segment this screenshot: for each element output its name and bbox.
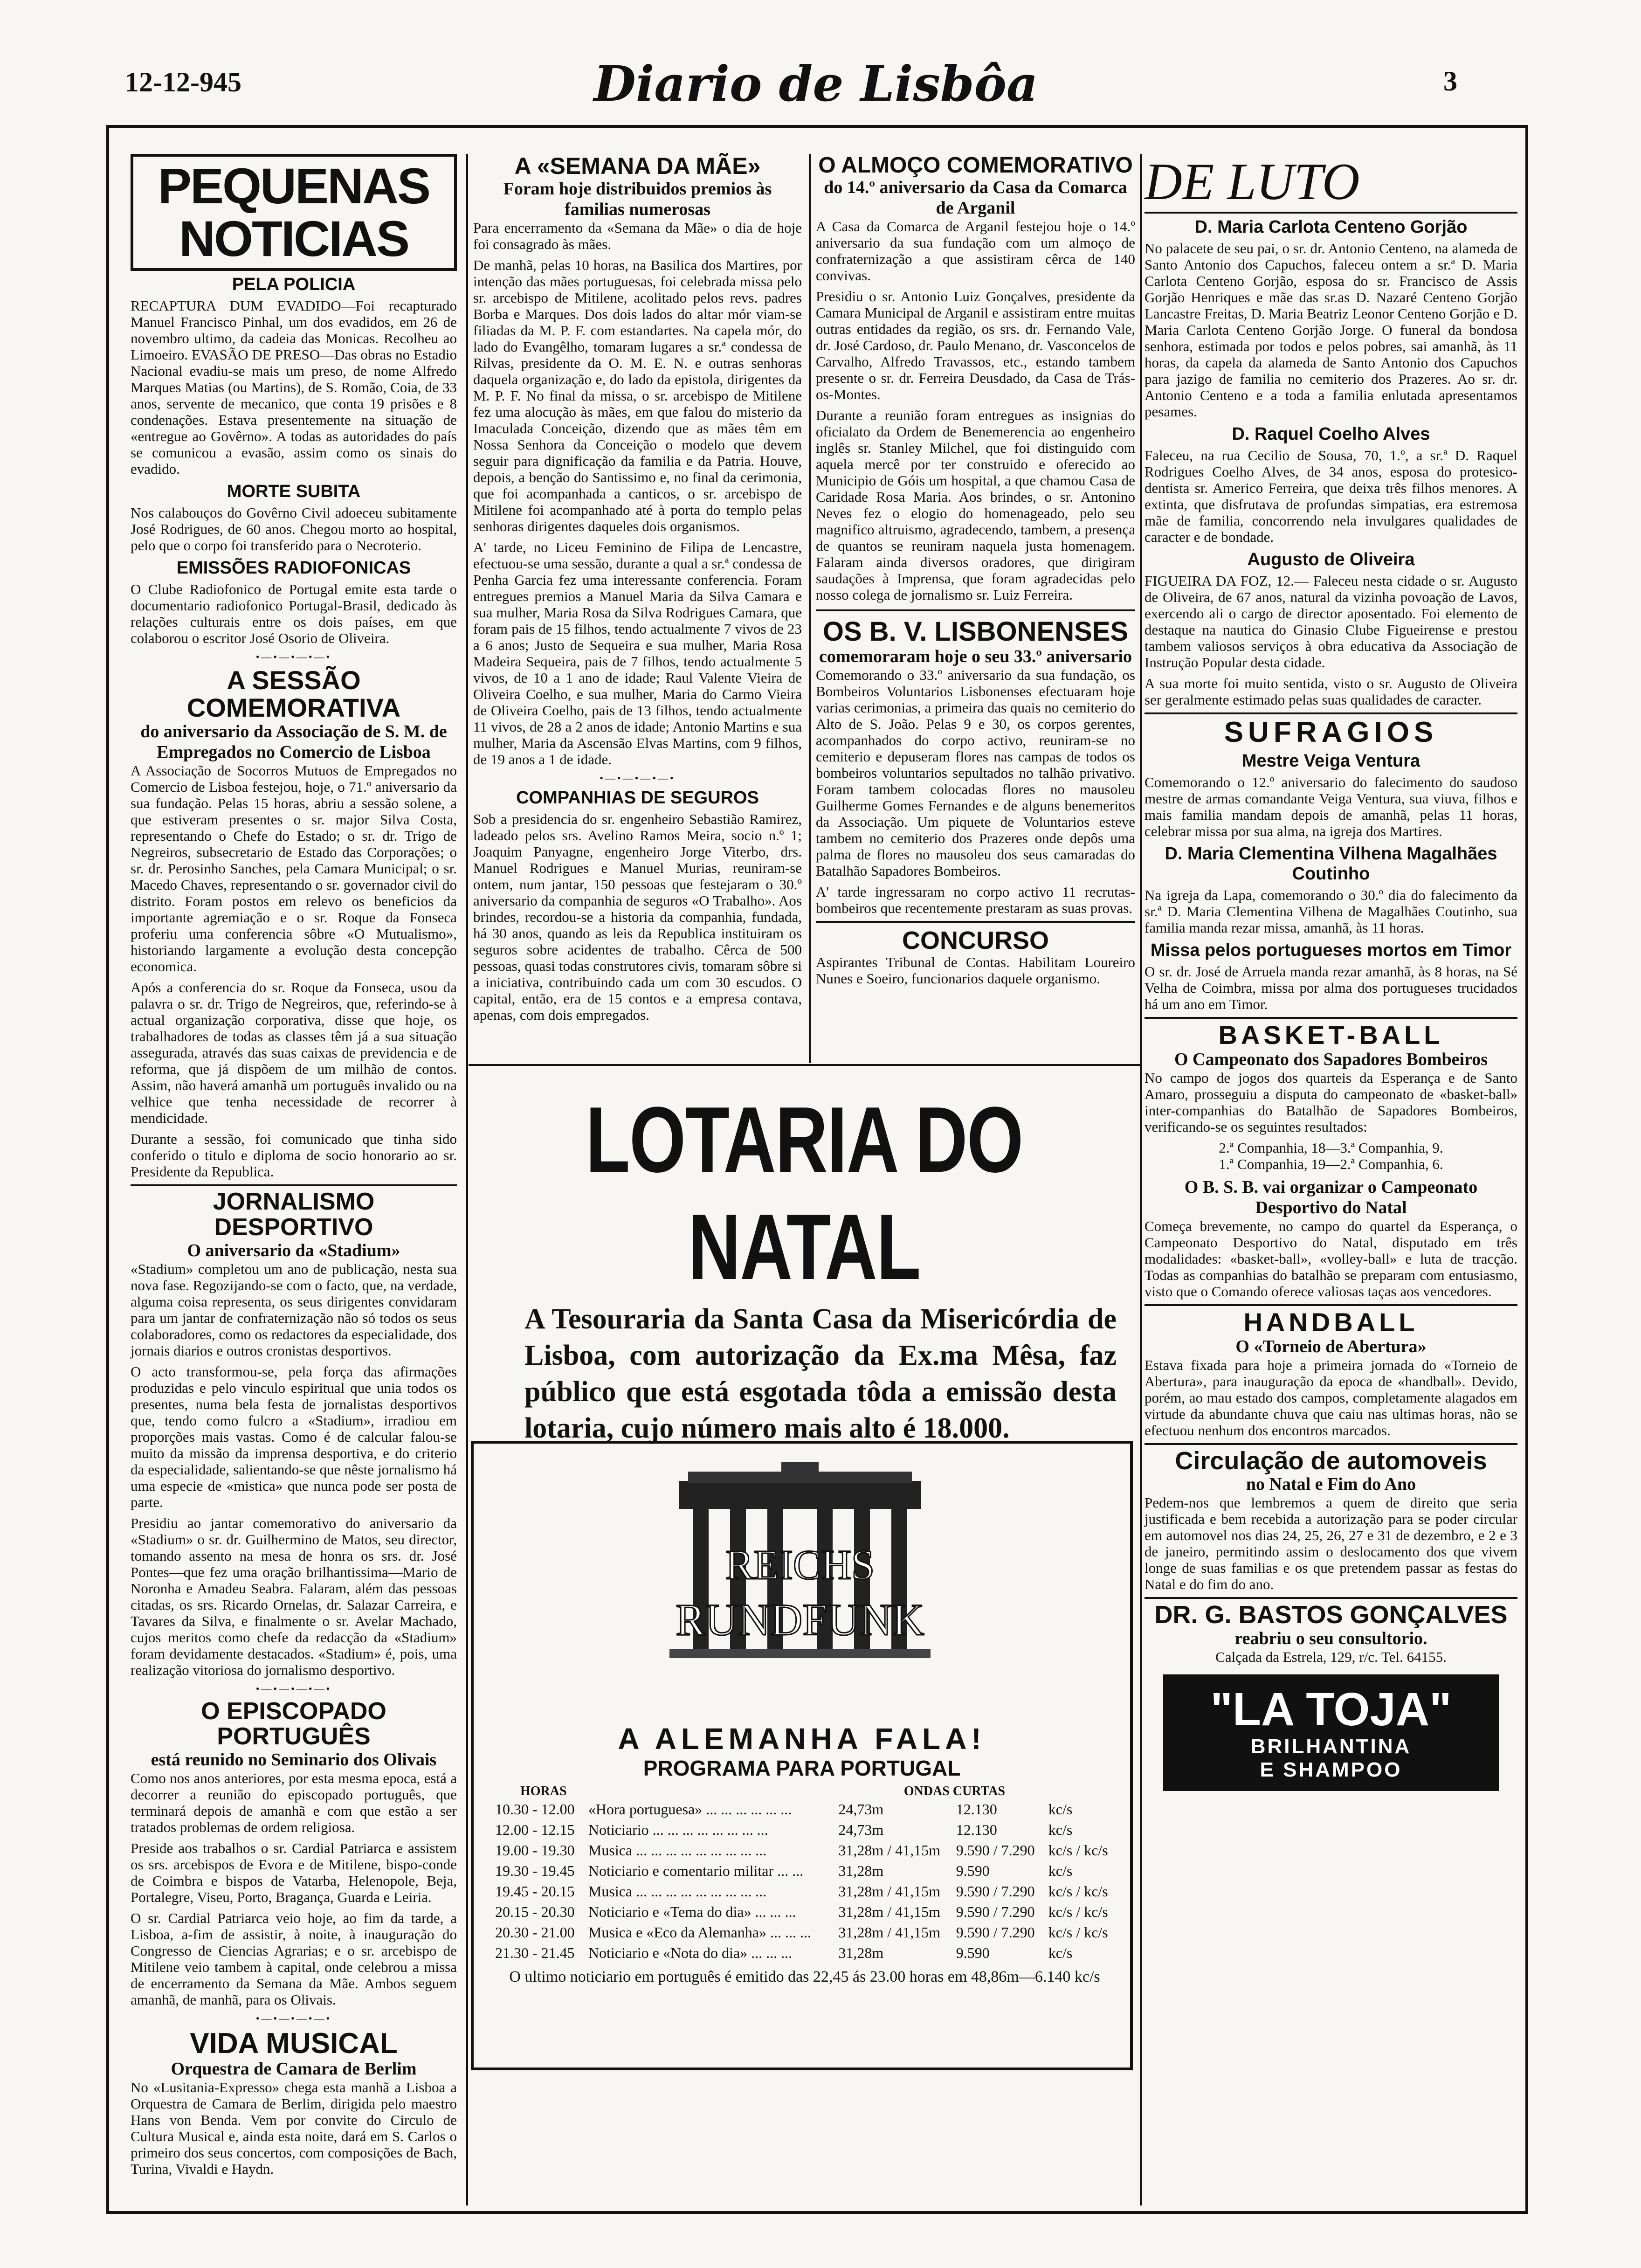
subsection-heading: D. Maria Clementina Vilhena Magalhães Coutinho	[1165, 844, 1497, 884]
schedule-cell-m: 31,28m / 41,15m	[838, 1903, 940, 1920]
logo-text: REICHS	[725, 1542, 875, 1588]
article-subheadline: Foram hoje distribuidos premios às familias numerosas	[503, 179, 772, 219]
la-toja-brand: "LA TOJA"	[1210, 1683, 1452, 1736]
ad-text: reabriu o seu consultorio.	[1234, 1629, 1427, 1649]
article-text: Comemorando o 33.º aniversario da sua fundação, os Bombeiros Voluntarios Lisbonenses efectuaram hoje varias cerimonias, a primeira das quais no cemiterio do Alto de S. João. Pelas 9 e 30, os corpos gerentes, acompanhados do corpo activo, reuniram-se no cemiterio e depuseram flores nas campas de todos os bombeiros voluntarios sepultados no talhão privativo. Foram tambem colocadas flores no mausoleu Guilherme Gomes Fernandes e de alguns benemeritos da Associação. Um piquete de Voluntarios esteve tambem no cemiterio dos Prazeres onde depôs uma palma de flores no mausoleu dos seus camaradas do Batalhão Sapadores Bombeiros.	[816, 667, 1135, 879]
schedule-cell-m: 31,28m	[838, 1862, 884, 1879]
article-subheadline: do 14.º aniversario da Casa da Comarca de Arganil	[824, 178, 1127, 218]
section-title: BASKET-BALL	[1218, 1020, 1444, 1050]
schedule-cell-u: kc/s	[1048, 1821, 1073, 1838]
article-text: Preside aos trabalhos o sr. Cardial Patriarca e assistem os srs. arcebispos de Evora e de Mitilene, bispo-conde de Coimbra e bispos de Vatarba, Helenopole, Beja, Portalegre, Viseu, Porto, Bragança, Guarda e Leiria.	[131, 1839, 457, 1905]
article-text: Na igreja da Lapa, comemorando o 30.º dia do falecimento da sr.ª D. Maria Clementina Vilhena de Magalhães Coutinho, sua familia manda rezar missa, amanhã, às 11 horas.	[1145, 887, 1517, 936]
article-text: «Stadium» completou um ano de publicação, nesta sua nova fase. Regozijando-se com o facto, que, na verdade, alguma coisa representa, os seus dirigentes convidaram para um jantar de confraternização não só todos os seus colaboradores, como os redactores da especialidade, dos jornais diarios e outros cronistas desportivos.	[131, 1260, 457, 1359]
schedule-cell-u: kc/s	[1048, 1801, 1073, 1818]
article-headline: O ALMOÇO COMEMORATIVO	[818, 153, 1133, 178]
subsection-heading: COMPANHIAS DE SEGUROS	[516, 788, 759, 808]
schedule-cell-k: 12.130	[956, 1801, 997, 1818]
column-pequenas-noticias	[131, 154, 457, 2215]
article-headline: VIDA MUSICAL	[190, 2027, 398, 2060]
subsection-heading: MORTE SUBITA	[227, 481, 361, 501]
ad-headline: DR. G. BASTOS GONÇALVES	[1154, 1601, 1508, 1629]
schedule-header-horas: HORAS	[520, 1784, 567, 1798]
article-text: A' tarde ingressaram no corpo activo 11 recrutas-bombeiros que recentemente prestaram as suas provas.	[816, 884, 1135, 917]
column-de-luto	[1145, 154, 1517, 2215]
schedule-cell-time: 21.30 - 21.45	[495, 1944, 575, 1961]
article-headline: A «SEMANA DA MÃE»	[514, 153, 761, 179]
article-text: Após a conferencia do sr. Roque da Fonseca, usou da palavra o sr. dr. Trigo de Negreiros, que, referindo-se à actual organização corporativa, disse que hoje, os trabalhadores de todas as classes têm já a sua situação assegurada, através das suas caixas de previdencia e de reforma, que já dispõem de um milhão de contos. Assim, não haverá amanhã um português invalido ou na velhice que tenha necessidade de recorrer à mendicidade.	[131, 979, 457, 1127]
article-text: RECAPTURA DUM EVADIDO—Foi recapturado Manuel Francisco Pinhal, um dos evadidos, em 26 de novembro ultimo, da cadeia das Monicas. Recolheu ao Limoeiro. EVASÃO DE PRESO—Das obras no Estadio Nacional evadiu-se mais um preso, de nome Alfredo Marques Matias (ou Martins), de S. Romão, Coia, de 33 anos, servente de mecanico, que conta 19 prisões e 8 condenações. Estava presentemente na situação de «entregue ao Govêrno». A todas as autoridades do país se comunicou a evasão, assim como os sinais do evadido.	[131, 297, 457, 477]
schedule-cell-prog: Noticiario e «Nota do dia» ... ... ...	[588, 1944, 793, 1961]
article-subheadline: O B. S. B. vai organizar o Campeonato Desportivo do Natal	[1184, 1177, 1478, 1217]
schedule-cell-k: 9.590 / 7.290	[956, 1903, 1035, 1920]
section-title: HANDBALL	[1243, 1307, 1419, 1337]
schedule-cell-u: kc/s	[1048, 1862, 1073, 1879]
schedule-cell-u: kc/s / kc/s	[1048, 1924, 1108, 1941]
ornament-divider: •—•—•—•—•	[600, 772, 676, 784]
schedule-cell-prog: Musica ... ... ... ... ... ... ... ... ...	[588, 1883, 767, 1900]
article-text: Pedem-nos que lembremos a quem de direito que seria justificada e bem recebida a autorização para se poder circular em automovel nos dias 24, 25, 26, 27 e 31 de dezembro, e 2 e 3 de janeiro, permitindo assim o deslocamento dos que vivem longe de suas familias e os que pretendem passar as festas do Natal e do fim do ano.	[1145, 1494, 1517, 1593]
ornament-divider: •—•—•—•—•	[255, 2012, 332, 2024]
article-subheadline: comemoraram hoje o seu 33.º aniversario	[819, 647, 1132, 667]
schedule-cell-prog: Noticiario e comentario militar ... ...	[588, 1862, 804, 1879]
schedule-cell-k: 9.590 / 7.290	[956, 1924, 1035, 1941]
schedule-footnote: O ultimo noticiario em português é emitido das 22,45 ás 23.00 horas em 48,86m—6.140 kc/s	[509, 1968, 1100, 1985]
result-line: 1.ª Companhia, 19—2.ª Companhia, 6.	[1219, 1155, 1443, 1172]
column-rule	[809, 154, 811, 1063]
article-subheadline: O Campeonato dos Sapadores Bombeiros	[1174, 1049, 1488, 1069]
schedule-cell-time: 19.45 - 20.15	[495, 1883, 575, 1900]
article-text: Presidiu ao jantar comemorativo do aniversario da «Stadium» o sr. dr. Guilhermino de Matos, seu director, tomando assento na mesa de honra os srs. dr. José Pontes—que fez uma oração brilhantissima—Mario de Noronha e Amadeu Seabra. Falaram, além das pessoas citadas, os srs. Ricardo Ornelas, dr. Salazar Carreira, e Tavares da Silva, e finalmente o sr. Avelar Machado, cujos meritos como chefe da redacção da «Stadium» foram devidamente destacados. «Stadium» é, pois, uma realização vitoriosa do jornalismo desportivo.	[131, 1514, 457, 1678]
reichsrundfunk-ad	[471, 1441, 1133, 2070]
schedule-cell-u: kc/s	[1048, 1944, 1073, 1961]
article-headline: O EPISCOPADO PORTUGUÊS	[201, 1697, 386, 1750]
schedule-cell-m: 31,28m	[838, 1944, 884, 1961]
article-text: No campo de jogos dos quarteis da Esperança e de Santo Amaro, prosseguiu a disputa do campeonato de «basket-ball» inter-companhias do Batalhão de Sapadores Bombeiros, verificando-se os seguintes resultados:	[1145, 1069, 1517, 1135]
column-semana-da-mae	[473, 154, 802, 1058]
schedule-cell-m: 24,73m	[838, 1801, 884, 1818]
schedule-row	[492, 1799, 1117, 1819]
schedule-cell-k: 12.130	[956, 1821, 997, 1838]
lotaria-notice	[473, 1086, 1135, 1444]
article-text: Como nos anos anteriores, por esta mesma epoca, está a decorrer a reunião do episcopado português, que terminará depois de amanhã e com que estão a ser tratados problemas de ordem religiosa.	[131, 1770, 457, 1835]
article-headline: OS B. V. LISBONENSES	[822, 616, 1129, 647]
section-rule	[469, 1064, 1140, 1066]
article-text: De manhã, pelas 10 horas, na Basilica dos Martires, por intenção das mães portuguesas, foi celebrada missa pelo sr. arcebispo de Mitilene, acolitado pelos revs. padres Borba e Marques. Dos dois lados do altar mór viam-se filiadas da M. P. F. com estandartes. Na capela mór, do lado do Evangêlho, tomaram lugares a sr.ª condessa de Rilvas, presidente da O. M. E. N. e outras senhoras daquela organização e, do lado da epistola, dirigentes da M. P. F. No final da missa, o sr. arcebispo de Mitilene fez uma alocução às mães, em que falou do misterio da Imaculada Conceição, dizendo que as mães têm em Nossa Senhora da Conceição o modelo que devem seguir para dignificação da familia e da Patria. Houve, depois, a benção do Santissimo e, no final da cerimonia, que foi acompanhada a canticos, o sr. arcebispo de Mitilene foi acompanhado até à porta do templo pelas senhoras dirigentes daqueles dois organismos.	[473, 256, 802, 534]
la-toja-line: BRILHANTINA	[1250, 1735, 1412, 1758]
article-text: FIGUEIRA DA FOZ, 12.— Faleceu nesta cidade o sr. Augusto de Oliveira, de 67 anos, natural da vizinha povoação de Lavos, exercendo ali o cargo de director aposentado. Foi elemento de destaque na nautica do Ginasio Clube Figueirense e prestou tambem valiosos serviços à obra educativa da Associação de Instrução Popular desta cidade.	[1145, 573, 1517, 671]
schedule-cell-m: 24,73m	[838, 1821, 884, 1838]
lotaria-text: A Tesouraria da Santa Casa da Misericórdia de Lisboa, com autorização da Ex.ma Mêsa, faz público que está esgotada tôda a emissão desta lotaria, cujo número mais alto é 18.000.	[524, 1303, 1117, 1444]
brandenburg-gate-illustration	[660, 1462, 940, 1705]
schedule-cell-prog: Noticiario ... ... ... ... ... ... ... ...	[588, 1821, 768, 1838]
issue-date: 12-12-945	[125, 67, 241, 97]
article-headline: JORNALISMO DESPORTIVO	[213, 1188, 375, 1241]
article-subheadline: O «Torneio de Abertura»	[1235, 1336, 1427, 1356]
article-subheadline: no Natal e Fim do Ano	[1246, 1474, 1416, 1494]
article-text: Durante a sessão, foi comunicado que tinha sido conferido o titulo e diploma de socio honorario ao sr. Presidente da Republica.	[131, 1131, 457, 1180]
logo-text: RUNDFUNK	[676, 1595, 924, 1645]
schedule-cell-prog: «Hora portuguesa» ... ... ... ... ... ...	[588, 1801, 792, 1818]
schedule-cell-k: 9.590 / 7.290	[956, 1842, 1035, 1859]
article-text: O sr. dr. José de Arruela manda rezar amanhã, às 8 horas, na Sé Velha de Coimbra, missa por alma dos portugueses trucidados há um ano em Timor.	[1145, 963, 1517, 1013]
schedule-cell-u: kc/s / kc/s	[1048, 1883, 1108, 1900]
schedule-cell-k: 9.590	[956, 1862, 990, 1879]
article-text: Durante a reunião foram entregues as insignias do oficialato da Ordem de Benemerencia ao engenheiro inglês sr. Stanley Milchel, que foi distinguido com aquela mercê por ter construido e oferecido ao Municipio de Góis um hospital, a que chamou Casa de Caridade Rosa Maria. Aos brindes, o sr. Antonino Neves fez o elogio do homenageado, pelo seu magnifico altruismo, agradecendo, tambem, a presença de quantos se reuniram naquela justa homenagem. Falaram ainda diversos oradores, que dirigiram saudações à Imprensa, que foram agradecidas pelo nosso colega de jornalismo sr. Luiz Ferreira.	[816, 407, 1135, 603]
article-headline: Circulação de automoveis	[1175, 1446, 1487, 1475]
schedule-cell-m: 31,28m / 41,15m	[838, 1842, 940, 1859]
subsection-heading: EMISSÕES RADIOFONICAS	[176, 558, 411, 578]
page-number: 3	[1443, 66, 1457, 97]
article-text: Faleceu, na rua Cecilio de Sousa, 70, 1.º, a sr.ª D. Raquel Rodrigues Coelho Alves, de 34 anos, esposa do protesico-dentista sr. Americo Ferreira, que deixa três filhos menores. A extinta, que disfrutava de profundas simpatias, era estremosa mãe de familia, concorrendo nela invulgares qualidades de caracter e de bondade.	[1145, 447, 1517, 545]
ad-address: Calçada da Estrela, 129, r/c. Tel. 64155.	[1215, 1649, 1447, 1666]
column-rule	[1140, 154, 1142, 2206]
article-text: Para encerramento da «Semana da Mãe» o dia de hoje foi consagrado às mães.	[473, 219, 802, 252]
schedule-row	[492, 1881, 1117, 1902]
article-text: O sr. Cardial Patriarca veio hoje, ao fim da tarde, a Lisboa, a-fim de assistir, à noite, à inauguração do Congresso de Ciencias Agrarias; e o sr. arcebispo de Mitilene veio tambem à capital, onde celebrou a missa de encerramento da Semana da Mãe. Ambos seguem amanhã, de manhã, para os Olivais.	[131, 1909, 457, 2008]
ornament-divider: •—•—•—•—•	[255, 1682, 332, 1694]
ad-subheadline: PROGRAMA PARA PORTUGAL	[643, 1756, 961, 1780]
schedule-cell-time: 10.30 - 12.00	[495, 1801, 575, 1818]
article-text: Presidiu o sr. Antonio Luiz Gonçalves, presidente da Camara Municipal de Arganil e assistiram entre muitas outras entidades da região, os srs. dr. Fernando Vale, dr. José Cardoso, dr. Paulo Menano, dr. Vasconcelos de Carvalho, Alfredo Travassos, etc., estando tambem presente o sr. dr. Ferreira Deusdado, da Casa de Trás-os-Montes.	[816, 288, 1135, 403]
schedule-cell-m: 31,28m / 41,15m	[838, 1883, 940, 1900]
article-text: No «Lusitania-Expresso» chega esta manhã a Lisboa a Orquestra de Camara de Berlim, dirigida pelo maestro Hans von Benda. Vem por convite do Circulo de Cultura Musical e, ainda esta noite, dará em S. Carlos o primeiro dos seus concertos, com composições de Bach, Turina, Vivaldi e Haydn.	[131, 2079, 457, 2177]
article-text: A Casa da Comarca de Arganil festejou hoje o 14.º aniversario da sua fundação com um almoço de confraternização a que assistiram cêrca de 140 convivas.	[816, 218, 1135, 284]
obituary-name: Augusto de Oliveira	[1247, 550, 1415, 569]
schedule-cell-time: 20.15 - 20.30	[495, 1903, 575, 1920]
ornament-divider: •—•—•—•—•	[255, 650, 332, 663]
article-text: Aspirantes Tribunal de Contas. Habilitam Loureiro Nunes e Soeiro, funcionarios daquele organismo.	[816, 954, 1135, 987]
article-subheadline: Orquestra de Camara de Berlim	[171, 2059, 417, 2079]
la-toja-ad	[1163, 1674, 1499, 1791]
section-title: DE LUTO	[1145, 153, 1360, 211]
section-title: SUFRAGIOS	[1224, 716, 1438, 748]
article-subheadline: O aniversario da «Stadium»	[187, 1240, 400, 1260]
schedule-cell-time: 19.30 - 19.45	[495, 1862, 575, 1879]
obituary-name: D. Maria Carlota Centeno Gorjão	[1194, 217, 1468, 237]
schedule-cell-prog: Musica ... ... ... ... ... ... ... ... ...	[588, 1842, 767, 1859]
article-text: A sua morte foi muito sentida, visto o sr. Augusto de Oliveira ser geralmente estimado pelas suas qualidades de caracter.	[1145, 675, 1517, 708]
schedule-row	[492, 1819, 1117, 1840]
article-text: No palacete de seu pai, o sr. dr. Antonio Centeno, na alameda de Santo Antonio dos Capuchos, faleceu ontem a sr.ª D. Maria Carlota Centeno Gorjão, esposa do sr. Francisco de Assis Gorjão Henriques e mãe das sr.as D. Nazaré Centeno Gorjão Lancastre Freitas, D. Maria Beatriz Leonor Centeno Gorjão e D. Maria Carlota Centeno Gorjão Jorge. O funeral da bondosa senhora, estimada por todos e pelos pobres, sai amanhã, às 11 horas, da capela da alameda de Santo Antonio dos Capuchos para jazigo de familia no cemiterio dos Prazeres. Ao sr. dr. Antonio Centeno e a toda a familia enlutada apresentamos pesames.	[1145, 240, 1517, 420]
schedule-row	[492, 1860, 1117, 1881]
newspaper-title: Diario de Lisbôa	[593, 55, 1038, 112]
schedule-cell-k: 9.590	[956, 1944, 990, 1961]
schedule-row	[492, 1922, 1117, 1943]
result-line: 2.ª Companhia, 18—3.ª Companhia, 9.	[1219, 1139, 1443, 1156]
schedule-cell-u: kc/s / kc/s	[1048, 1903, 1108, 1920]
schedule-row	[492, 1902, 1117, 1922]
article-text: Começa brevemente, no campo do quartel da Esperança, o Campeonato Desportivo do Natal, disputado em três modalidades: «basket-ball», «volley-ball» e luta de tracção. Todas as companhias do batalhão se preparam com entusiasmo, visto que o Comando oferece valiosas taças aos vencedores.	[1145, 1217, 1517, 1300]
schedule-cell-m: 31,28m / 41,15m	[838, 1924, 940, 1941]
lotaria-title: LOTARIA DO NATAL	[586, 1088, 1023, 1299]
article-text: O Clube Radiofonico de Portugal emite esta tarde o documentario radiofonico Portugal-Brasil, dedicado às relações culturais entre os dois países, em que colaborou o escritor José Osorio de Oliveira.	[131, 581, 457, 646]
la-toja-line: E SHAMPOO	[1260, 1758, 1402, 1782]
column-rule	[466, 154, 468, 2206]
subsection-heading: Mestre Veiga Ventura	[1241, 751, 1420, 771]
article-text: Comemorando o 12.º aniversario do falecimento do saudoso mestre de armas comandante Veiga Ventura, sua viuva, filhos e mais familia mandam depois de amanhã, pelas 11 horas, celebrar missa por sua alma, na igreja dos Martires.	[1145, 774, 1517, 840]
schedule-cell-prog: Noticiario e «Tema do dia» ... ... ...	[588, 1903, 796, 1920]
subsection-heading: Missa pelos portugueses mortos em Timor	[1150, 940, 1512, 961]
section-title: PEQUENAS NOTICIAS	[131, 154, 457, 271]
schedule-cell-time: 20.30 - 21.00	[495, 1924, 575, 1941]
article-text: A Associação de Socorros Mutuos de Empregados no Comercio de Lisboa festejou, hoje, o 71.º aniversario da sua fundação. Pelas 15 horas, abriu a sessão solene, a que estiveram presentes o sr. major Silva Costa, representando o Chefe do Estado; o sr. dr. Trigo de Negreiros, subsecretario de Estado das Corporações; o sr. dr. Perosinho Sanches, pela Camara Municipal; o sr. Macedo Chaves, representando o sr. governador civil do distrito. Foram postos em relevo os beneficios da importante agremiação e o sr. Roque da Fonseca proferiu uma conferencia sôbre «O Mutualismo», historiando largamente a evolução desta concepção economica.	[131, 762, 457, 975]
article-text: Estava fixada para hoje a primeira jornada do «Torneio de Abertura», para inauguração da epoca de «handball». Devido, porém, ao mau estado dos campos, completamente alagados em virtude da abundante chuva que caiu nas ultimas horas, não se efectuou nenhum dos encontros marcados.	[1145, 1356, 1517, 1438]
column-arganil	[816, 154, 1135, 1058]
article-subheadline: do aniversario da Associação de S. M. de Empregados no Comercio de Lisboa	[140, 722, 447, 762]
subsection-heading: PELA POLICIA	[232, 274, 356, 294]
article-headline: CONCURSO	[902, 927, 1049, 955]
article-text: Nos calabouços do Govêrno Civil adoeceu subitamente José Rodrigues, de 60 anos. Chegou morto ao hospital, pelo que o corpo foi transferido para o Necroterio.	[131, 504, 457, 553]
schedule-cell-k: 9.590 / 7.290	[956, 1883, 1035, 1900]
schedule-header-ondas: ONDAS CURTAS	[903, 1784, 1005, 1798]
ad-headline: A ALEMANHA FALA!	[618, 1722, 986, 1756]
article-text: O acto transformou-se, pela força das afirmações produzidas e pelo vinculo espiritual que unia todos os presentes, numa bela festa de jornalistas desportivos que, tendo como fulcro a «Stadium», irradiou em proporções mais vastas. Como é de calcular falou-se muito da missão da imprensa desportiva, e do criterio da especialidade, salientando-se que nêste jornalismo há uma especie de «mistica» que nunca pode ser posta de parte.	[131, 1363, 457, 1510]
schedule-cell-prog: Musica e «Eco da Alemanha» ... ... ...	[588, 1924, 811, 1941]
schedule-cell-u: kc/s / kc/s	[1048, 1842, 1108, 1859]
article-text: Sob a presidencia do sr. engenheiro Sebastião Ramirez, ladeado pelos srs. Avelino Ramos Meira, socio n.º 1; Joaquim Panyagne, engenheiro Jorge Viterbo, drs. Manuel Rodrigues e Manuel Murias, reuniram-se ontem, num jantar, 150 pessoas que festejaram o 30.º aniversario da companhia de seguros «O Trabalho». Aos brindes, recordou-se a historia da companhia, fundada, há 30 anos, quando as leis da Republica instituiram os seguros sobre acidentes de trabalho. Cêrca de 500 pessoas, quasi todas construtores civis, tomaram sôbre si a iniciativa, contribuindo cada um com 30 escudos. O capital, então, era de 15 contos e a empresa contava, apenas, com dois empregados.	[473, 810, 802, 1023]
schedule-table	[492, 1799, 1117, 1963]
schedule-cell-time: 12.00 - 12.15	[495, 1821, 575, 1838]
article-subheadline: está reunido no Seminario dos Olivais	[151, 1749, 437, 1770]
article-text: A' tarde, no Liceu Feminino de Filipa de Lencastre, efectuou-se uma sessão, durante a qual a sr.ª condessa de Penha Garcia fez uma interessante conferencia. Foram entregues premios a Manuel Maria da Silva Camara e sua mulher, Maria Rosa da Silva Rodrigues Camara, que foram pais de 15 filhos, tendo actualmente 7 vivos de 23 a 6 anos; Justo de Sequeira e sua mulher, Maria Rosa Madeira Sequeira, pais de 7 filhos, tendo actualmente 5 vivos, de 10 a 1 ano de idade; Raul Valente Vieira de Oliveira Coelho, e sua mulher, Maria do Carmo Vieira de Oliveira Coelho, pais de 13 filhos, tendo actualmente 11 vivos, de 28 a 2 anos de idade; Antonio Martins e sua mulher, Maria da Ascensão Elvas Martins, com 9 filhos, de 19 anos a 1 de idade.	[473, 539, 802, 768]
article-headline: A SESSÃO COMEMORATIVA	[186, 665, 401, 722]
schedule-row	[492, 1840, 1117, 1860]
schedule-cell-time: 19.00 - 19.30	[495, 1842, 575, 1859]
obituary-name: D. Raquel Coelho Alves	[1232, 424, 1430, 444]
schedule-row	[492, 1943, 1117, 1963]
